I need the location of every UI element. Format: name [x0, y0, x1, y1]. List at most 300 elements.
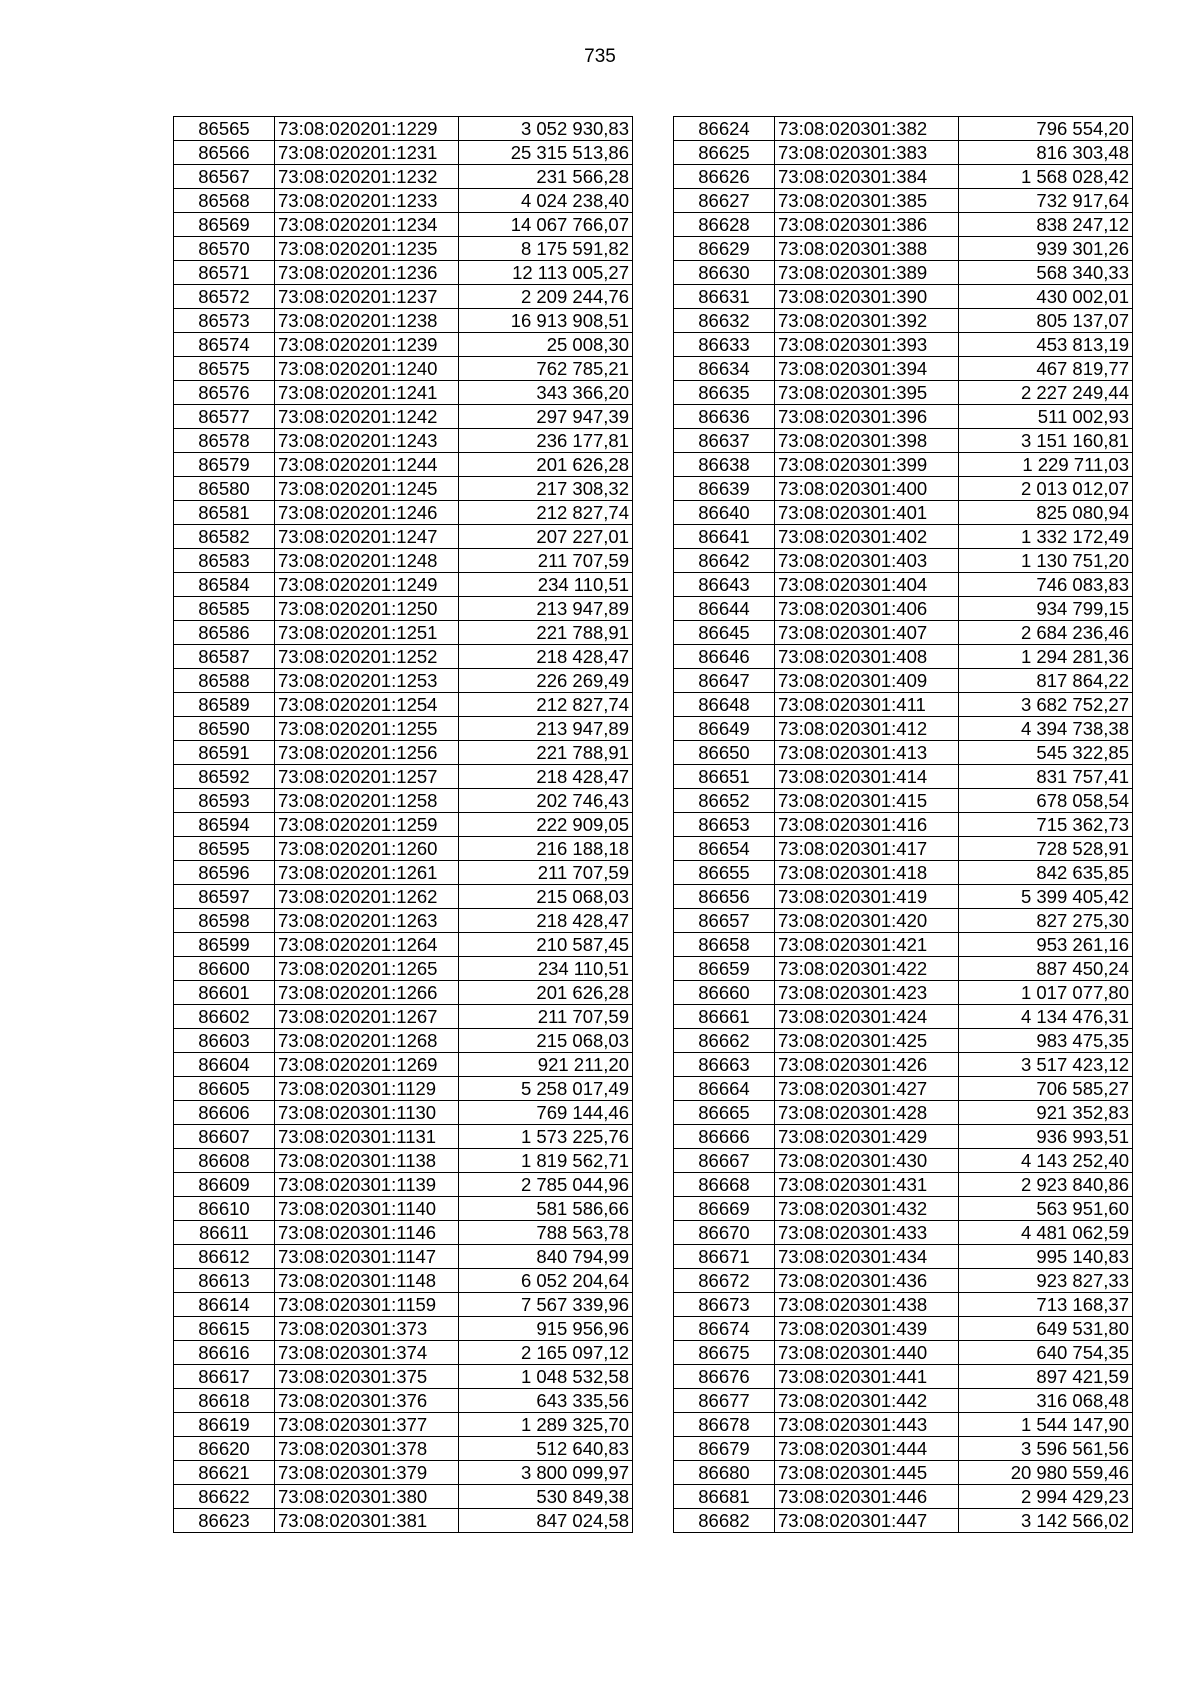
- cadastral-number-cell: 73:08:020301:389: [775, 261, 959, 285]
- row-number-cell: 86646: [674, 645, 775, 669]
- cadastral-number-cell: 73:08:020301:1138: [275, 1149, 459, 1173]
- cadastral-number-cell: 73:08:020201:1264: [275, 933, 459, 957]
- cadastral-number-cell: 73:08:020201:1239: [275, 333, 459, 357]
- value-cell: 218 428,47: [459, 909, 633, 933]
- table-row: [174, 237, 633, 261]
- row-number-cell: 86665: [674, 1101, 775, 1125]
- row-number-cell: 86627: [674, 189, 775, 213]
- value-cell: 936 993,51: [959, 1125, 1133, 1149]
- cadastral-number-cell: 73:08:020301:404: [775, 573, 959, 597]
- value-cell: 817 864,22: [959, 669, 1133, 693]
- value-cell: 25 315 513,86: [459, 141, 633, 165]
- value-cell: 3 800 099,97: [459, 1461, 633, 1485]
- value-cell: 234 110,51: [459, 573, 633, 597]
- table-row: [674, 213, 1133, 237]
- cadastral-number-cell: 73:08:020301:444: [775, 1437, 959, 1461]
- row-number-cell: 86649: [674, 717, 775, 741]
- table-row: [674, 1509, 1133, 1533]
- value-cell: 1 544 147,90: [959, 1413, 1133, 1437]
- value-cell: 430 002,01: [959, 285, 1133, 309]
- cadastral-number-cell: 73:08:020201:1269: [275, 1053, 459, 1077]
- value-cell: 1 332 172,49: [959, 525, 1133, 549]
- cadastral-number-cell: 73:08:020301:428: [775, 1101, 959, 1125]
- cadastral-number-cell: 73:08:020201:1268: [275, 1029, 459, 1053]
- value-cell: 215 068,03: [459, 885, 633, 909]
- row-number-cell: 86680: [674, 1461, 775, 1485]
- value-cell: 728 528,91: [959, 837, 1133, 861]
- table-row: [674, 861, 1133, 885]
- row-number-cell: 86578: [174, 429, 275, 453]
- value-cell: 2 994 429,23: [959, 1485, 1133, 1509]
- value-cell: 5 399 405,42: [959, 885, 1133, 909]
- table-row: [674, 1437, 1133, 1461]
- value-cell: 221 788,91: [459, 741, 633, 765]
- cadastral-number-cell: 73:08:020301:415: [775, 789, 959, 813]
- cadastral-number-cell: 73:08:020301:381: [275, 1509, 459, 1533]
- value-cell: 831 757,41: [959, 765, 1133, 789]
- table-row: [674, 189, 1133, 213]
- table-row: [174, 1437, 633, 1461]
- row-number-cell: 86674: [674, 1317, 775, 1341]
- row-number-cell: 86608: [174, 1149, 275, 1173]
- register-table-right: [673, 116, 1133, 1533]
- row-number-cell: 86566: [174, 141, 275, 165]
- value-cell: 897 421,59: [959, 1365, 1133, 1389]
- table-row: [174, 621, 633, 645]
- value-cell: 1 573 225,76: [459, 1125, 633, 1149]
- row-number-cell: 86605: [174, 1077, 275, 1101]
- value-cell: 840 794,99: [459, 1245, 633, 1269]
- cadastral-number-cell: 73:08:020301:1146: [275, 1221, 459, 1245]
- row-number-cell: 86668: [674, 1173, 775, 1197]
- table-row: [174, 573, 633, 597]
- cadastral-number-cell: 73:08:020301:378: [275, 1437, 459, 1461]
- value-cell: 467 819,77: [959, 357, 1133, 381]
- table-row: [674, 981, 1133, 1005]
- value-cell: 211 707,59: [459, 1005, 633, 1029]
- cadastral-number-cell: 73:08:020201:1246: [275, 501, 459, 525]
- row-number-cell: 86634: [674, 357, 775, 381]
- row-number-cell: 86637: [674, 429, 775, 453]
- row-number-cell: 86654: [674, 837, 775, 861]
- row-number-cell: 86650: [674, 741, 775, 765]
- table-row: [174, 597, 633, 621]
- table-row: [174, 309, 633, 333]
- cadastral-number-cell: 73:08:020201:1261: [275, 861, 459, 885]
- value-cell: 1 294 281,36: [959, 645, 1133, 669]
- register-table-left: [173, 116, 633, 1533]
- cadastral-number-cell: 73:08:020301:380: [275, 1485, 459, 1509]
- cadastral-number-cell: 73:08:020301:442: [775, 1389, 959, 1413]
- cadastral-number-cell: 73:08:020301:394: [775, 357, 959, 381]
- row-number-cell: 86660: [674, 981, 775, 1005]
- value-cell: 762 785,21: [459, 357, 633, 381]
- table-row: [674, 165, 1133, 189]
- cadastral-number-cell: 73:08:020301:398: [775, 429, 959, 453]
- table-row: [174, 285, 633, 309]
- cadastral-number-cell: 73:08:020301:406: [775, 597, 959, 621]
- table-row: [174, 381, 633, 405]
- table-row: [674, 1317, 1133, 1341]
- row-number-cell: 86666: [674, 1125, 775, 1149]
- cadastral-number-cell: 73:08:020301:416: [775, 813, 959, 837]
- row-number-cell: 86648: [674, 693, 775, 717]
- cadastral-number-cell: 73:08:020201:1256: [275, 741, 459, 765]
- value-cell: 236 177,81: [459, 429, 633, 453]
- table-row: [674, 1389, 1133, 1413]
- cadastral-number-cell: 73:08:020201:1257: [275, 765, 459, 789]
- cadastral-number-cell: 73:08:020301:1140: [275, 1197, 459, 1221]
- row-number-cell: 86625: [674, 141, 775, 165]
- row-number-cell: 86580: [174, 477, 275, 501]
- row-number-cell: 86639: [674, 477, 775, 501]
- cadastral-number-cell: 73:08:020201:1238: [275, 309, 459, 333]
- value-cell: 4 134 476,31: [959, 1005, 1133, 1029]
- value-cell: 1 017 077,80: [959, 981, 1133, 1005]
- value-cell: 1 048 532,58: [459, 1365, 633, 1389]
- row-number-cell: 86636: [674, 405, 775, 429]
- table-row: [174, 1413, 633, 1437]
- row-number-cell: 86579: [174, 453, 275, 477]
- value-cell: 217 308,32: [459, 477, 633, 501]
- value-cell: 921 211,20: [459, 1053, 633, 1077]
- value-cell: 201 626,28: [459, 981, 633, 1005]
- value-cell: 297 947,39: [459, 405, 633, 429]
- row-number-cell: 86596: [174, 861, 275, 885]
- cadastral-number-cell: 73:08:020201:1233: [275, 189, 459, 213]
- cadastral-number-cell: 73:08:020301:403: [775, 549, 959, 573]
- table-row: [674, 117, 1133, 141]
- value-cell: 2 684 236,46: [959, 621, 1133, 645]
- value-cell: 222 909,05: [459, 813, 633, 837]
- row-number-cell: 86599: [174, 933, 275, 957]
- cadastral-number-cell: 73:08:020201:1232: [275, 165, 459, 189]
- table-row: [674, 741, 1133, 765]
- value-cell: 1 819 562,71: [459, 1149, 633, 1173]
- value-cell: 212 827,74: [459, 693, 633, 717]
- value-cell: 2 227 249,44: [959, 381, 1133, 405]
- table-row: [674, 1461, 1133, 1485]
- table-row: [174, 1293, 633, 1317]
- cadastral-number-cell: 73:08:020301:421: [775, 933, 959, 957]
- cadastral-number-cell: 73:08:020201:1235: [275, 237, 459, 261]
- row-number-cell: 86601: [174, 981, 275, 1005]
- value-cell: 995 140,83: [959, 1245, 1133, 1269]
- cadastral-number-cell: 73:08:020201:1249: [275, 573, 459, 597]
- cadastral-number-cell: 73:08:020301:434: [775, 1245, 959, 1269]
- table-row: [674, 285, 1133, 309]
- cadastral-number-cell: 73:08:020301:417: [775, 837, 959, 861]
- cadastral-number-cell: 73:08:020301:390: [775, 285, 959, 309]
- table-row: [674, 309, 1133, 333]
- value-cell: 887 450,24: [959, 957, 1133, 981]
- table-row: [674, 405, 1133, 429]
- value-cell: 4 024 238,40: [459, 189, 633, 213]
- value-cell: 213 947,89: [459, 597, 633, 621]
- value-cell: 3 052 930,83: [459, 117, 633, 141]
- row-number-cell: 86623: [174, 1509, 275, 1533]
- value-cell: 796 554,20: [959, 117, 1133, 141]
- row-number-cell: 86616: [174, 1341, 275, 1365]
- table-row: [174, 429, 633, 453]
- value-cell: 20 980 559,46: [959, 1461, 1133, 1485]
- row-number-cell: 86628: [674, 213, 775, 237]
- value-cell: 215 068,03: [459, 1029, 633, 1053]
- table-row: [674, 885, 1133, 909]
- table-row: [174, 141, 633, 165]
- cadastral-number-cell: 73:08:020201:1251: [275, 621, 459, 645]
- row-number-cell: 86568: [174, 189, 275, 213]
- cadastral-number-cell: 73:08:020301:439: [775, 1317, 959, 1341]
- page-number: 735: [584, 46, 616, 67]
- value-cell: 706 585,27: [959, 1077, 1133, 1101]
- table-row: [174, 261, 633, 285]
- row-number-cell: 86670: [674, 1221, 775, 1245]
- table-row: [674, 933, 1133, 957]
- cadastral-number-cell: 73:08:020301:422: [775, 957, 959, 981]
- row-number-cell: 86626: [674, 165, 775, 189]
- row-number-cell: 86635: [674, 381, 775, 405]
- table-row: [674, 909, 1133, 933]
- value-cell: 8 175 591,82: [459, 237, 633, 261]
- table-row: [174, 1125, 633, 1149]
- table-row: [174, 645, 633, 669]
- cadastral-number-cell: 73:08:020201:1248: [275, 549, 459, 573]
- cadastral-number-cell: 73:08:020201:1254: [275, 693, 459, 717]
- row-number-cell: 86594: [174, 813, 275, 837]
- row-number-cell: 86593: [174, 789, 275, 813]
- table-row: [174, 1077, 633, 1101]
- cadastral-number-cell: 73:08:020301:1148: [275, 1269, 459, 1293]
- cadastral-number-cell: 73:08:020201:1236: [275, 261, 459, 285]
- row-number-cell: 86602: [174, 1005, 275, 1029]
- row-number-cell: 86575: [174, 357, 275, 381]
- row-number-cell: 86678: [674, 1413, 775, 1437]
- value-cell: 939 301,26: [959, 237, 1133, 261]
- row-number-cell: 86611: [174, 1221, 275, 1245]
- cadastral-number-cell: 73:08:020301:377: [275, 1413, 459, 1437]
- table-row: [174, 813, 633, 837]
- table-row: [174, 1029, 633, 1053]
- table-row: [174, 933, 633, 957]
- value-cell: 343 366,20: [459, 381, 633, 405]
- cadastral-number-cell: 73:08:020301:433: [775, 1221, 959, 1245]
- cadastral-number-cell: 73:08:020301:440: [775, 1341, 959, 1365]
- table-row: [674, 477, 1133, 501]
- value-cell: 921 352,83: [959, 1101, 1133, 1125]
- table-row: [674, 669, 1133, 693]
- table-row: [174, 717, 633, 741]
- cadastral-number-cell: 73:08:020301:441: [775, 1365, 959, 1389]
- cadastral-number-cell: 73:08:020301:430: [775, 1149, 959, 1173]
- row-number-cell: 86604: [174, 1053, 275, 1077]
- row-number-cell: 86576: [174, 381, 275, 405]
- cadastral-number-cell: 73:08:020201:1229: [275, 117, 459, 141]
- cadastral-number-cell: 73:08:020201:1262: [275, 885, 459, 909]
- cadastral-number-cell: 73:08:020301:418: [775, 861, 959, 885]
- value-cell: 211 707,59: [459, 549, 633, 573]
- value-cell: 769 144,46: [459, 1101, 633, 1125]
- table-row: [674, 1413, 1133, 1437]
- row-number-cell: 86565: [174, 117, 275, 141]
- row-number-cell: 86659: [674, 957, 775, 981]
- row-number-cell: 86682: [674, 1509, 775, 1533]
- cadastral-number-cell: 73:08:020301:424: [775, 1005, 959, 1029]
- cadastral-number-cell: 73:08:020301:443: [775, 1413, 959, 1437]
- table-row: [174, 765, 633, 789]
- row-number-cell: 86667: [674, 1149, 775, 1173]
- cadastral-number-cell: 73:08:020201:1263: [275, 909, 459, 933]
- row-number-cell: 86664: [674, 1077, 775, 1101]
- value-cell: 231 566,28: [459, 165, 633, 189]
- row-number-cell: 86675: [674, 1341, 775, 1365]
- row-number-cell: 86582: [174, 525, 275, 549]
- cadastral-number-cell: 73:08:020301:383: [775, 141, 959, 165]
- value-cell: 953 261,16: [959, 933, 1133, 957]
- row-number-cell: 86612: [174, 1245, 275, 1269]
- row-number-cell: 86624: [674, 117, 775, 141]
- row-number-cell: 86592: [174, 765, 275, 789]
- row-number-cell: 86609: [174, 1173, 275, 1197]
- table-row: [174, 501, 633, 525]
- cadastral-number-cell: 73:08:020301:431: [775, 1173, 959, 1197]
- cadastral-number-cell: 73:08:020301:411: [775, 693, 959, 717]
- value-cell: 649 531,80: [959, 1317, 1133, 1341]
- table-row: [174, 453, 633, 477]
- value-cell: 25 008,30: [459, 333, 633, 357]
- row-number-cell: 86663: [674, 1053, 775, 1077]
- row-number-cell: 86651: [674, 765, 775, 789]
- cadastral-number-cell: 73:08:020301:1131: [275, 1125, 459, 1149]
- row-number-cell: 86589: [174, 693, 275, 717]
- table-row: [174, 165, 633, 189]
- table-row: [174, 1245, 633, 1269]
- table-row: [174, 957, 633, 981]
- row-number-cell: 86631: [674, 285, 775, 309]
- cadastral-number-cell: 73:08:020301:425: [775, 1029, 959, 1053]
- row-number-cell: 86571: [174, 261, 275, 285]
- row-number-cell: 86655: [674, 861, 775, 885]
- row-number-cell: 86672: [674, 1269, 775, 1293]
- table-row: [674, 1341, 1133, 1365]
- cadastral-number-cell: 73:08:020301:1130: [275, 1101, 459, 1125]
- cadastral-number-cell: 73:08:020201:1231: [275, 141, 459, 165]
- value-cell: 212 827,74: [459, 501, 633, 525]
- table-row: [174, 1461, 633, 1485]
- table-row: [174, 357, 633, 381]
- table-row: [174, 1317, 633, 1341]
- table-row: [174, 1005, 633, 1029]
- table-row: [174, 1365, 633, 1389]
- table-row: [174, 525, 633, 549]
- cadastral-number-cell: 73:08:020301:399: [775, 453, 959, 477]
- cadastral-number-cell: 73:08:020301:388: [775, 237, 959, 261]
- row-number-cell: 86647: [674, 669, 775, 693]
- row-number-cell: 86590: [174, 717, 275, 741]
- value-cell: 210 587,45: [459, 933, 633, 957]
- row-number-cell: 86603: [174, 1029, 275, 1053]
- value-cell: 221 788,91: [459, 621, 633, 645]
- table-row: [174, 1149, 633, 1173]
- cadastral-number-cell: 73:08:020201:1255: [275, 717, 459, 741]
- table-row: [674, 717, 1133, 741]
- cadastral-number-cell: 73:08:020301:1159: [275, 1293, 459, 1317]
- table-row: [174, 861, 633, 885]
- cadastral-number-cell: 73:08:020301:1129: [275, 1077, 459, 1101]
- table-row: [674, 429, 1133, 453]
- cadastral-number-cell: 73:08:020301:446: [775, 1485, 959, 1509]
- value-cell: 14 067 766,07: [459, 213, 633, 237]
- table-row: [674, 1245, 1133, 1269]
- cadastral-number-cell: 73:08:020201:1267: [275, 1005, 459, 1029]
- table-row: [174, 1197, 633, 1221]
- table-row: [174, 1269, 633, 1293]
- row-number-cell: 86653: [674, 813, 775, 837]
- value-cell: 453 813,19: [959, 333, 1133, 357]
- value-cell: 3 596 561,56: [959, 1437, 1133, 1461]
- value-cell: 3 151 160,81: [959, 429, 1133, 453]
- row-number-cell: 86679: [674, 1437, 775, 1461]
- row-number-cell: 86652: [674, 789, 775, 813]
- cadastral-number-cell: 73:08:020301:423: [775, 981, 959, 1005]
- cadastral-number-cell: 73:08:020301:408: [775, 645, 959, 669]
- cadastral-number-cell: 73:08:020301:414: [775, 765, 959, 789]
- table-row: [674, 237, 1133, 261]
- cadastral-number-cell: 73:08:020301:395: [775, 381, 959, 405]
- value-cell: 202 746,43: [459, 789, 633, 813]
- table-row: [674, 1485, 1133, 1509]
- value-cell: 715 362,73: [959, 813, 1133, 837]
- value-cell: 934 799,15: [959, 597, 1133, 621]
- table-row: [674, 1029, 1133, 1053]
- cadastral-number-cell: 73:08:020301:373: [275, 1317, 459, 1341]
- table-row: [674, 645, 1133, 669]
- row-number-cell: 86673: [674, 1293, 775, 1317]
- row-number-cell: 86614: [174, 1293, 275, 1317]
- value-cell: 563 951,60: [959, 1197, 1133, 1221]
- table-row: [174, 549, 633, 573]
- table-row: [674, 525, 1133, 549]
- row-number-cell: 86570: [174, 237, 275, 261]
- row-number-cell: 86567: [174, 165, 275, 189]
- table-row: [174, 405, 633, 429]
- cadastral-number-cell: 73:08:020301:426: [775, 1053, 959, 1077]
- row-number-cell: 86581: [174, 501, 275, 525]
- value-cell: 1 130 751,20: [959, 549, 1133, 573]
- row-number-cell: 86662: [674, 1029, 775, 1053]
- row-number-cell: 86585: [174, 597, 275, 621]
- table-row: [174, 909, 633, 933]
- row-number-cell: 86618: [174, 1389, 275, 1413]
- row-number-cell: 86610: [174, 1197, 275, 1221]
- value-cell: 3 142 566,02: [959, 1509, 1133, 1533]
- cadastral-number-cell: 73:08:020201:1252: [275, 645, 459, 669]
- table-row: [174, 477, 633, 501]
- cadastral-number-cell: 73:08:020301:412: [775, 717, 959, 741]
- value-cell: 2 013 012,07: [959, 477, 1133, 501]
- value-cell: 1 568 028,42: [959, 165, 1133, 189]
- table-row: [674, 357, 1133, 381]
- table-body: [174, 117, 633, 1533]
- cadastral-number-cell: 73:08:020301:385: [775, 189, 959, 213]
- row-number-cell: 86642: [674, 549, 775, 573]
- row-number-cell: 86572: [174, 285, 275, 309]
- row-number-cell: 86643: [674, 573, 775, 597]
- table-row: [174, 1101, 633, 1125]
- cadastral-number-cell: 73:08:020301:375: [275, 1365, 459, 1389]
- cadastral-number-cell: 73:08:020301:432: [775, 1197, 959, 1221]
- value-cell: 16 913 908,51: [459, 309, 633, 333]
